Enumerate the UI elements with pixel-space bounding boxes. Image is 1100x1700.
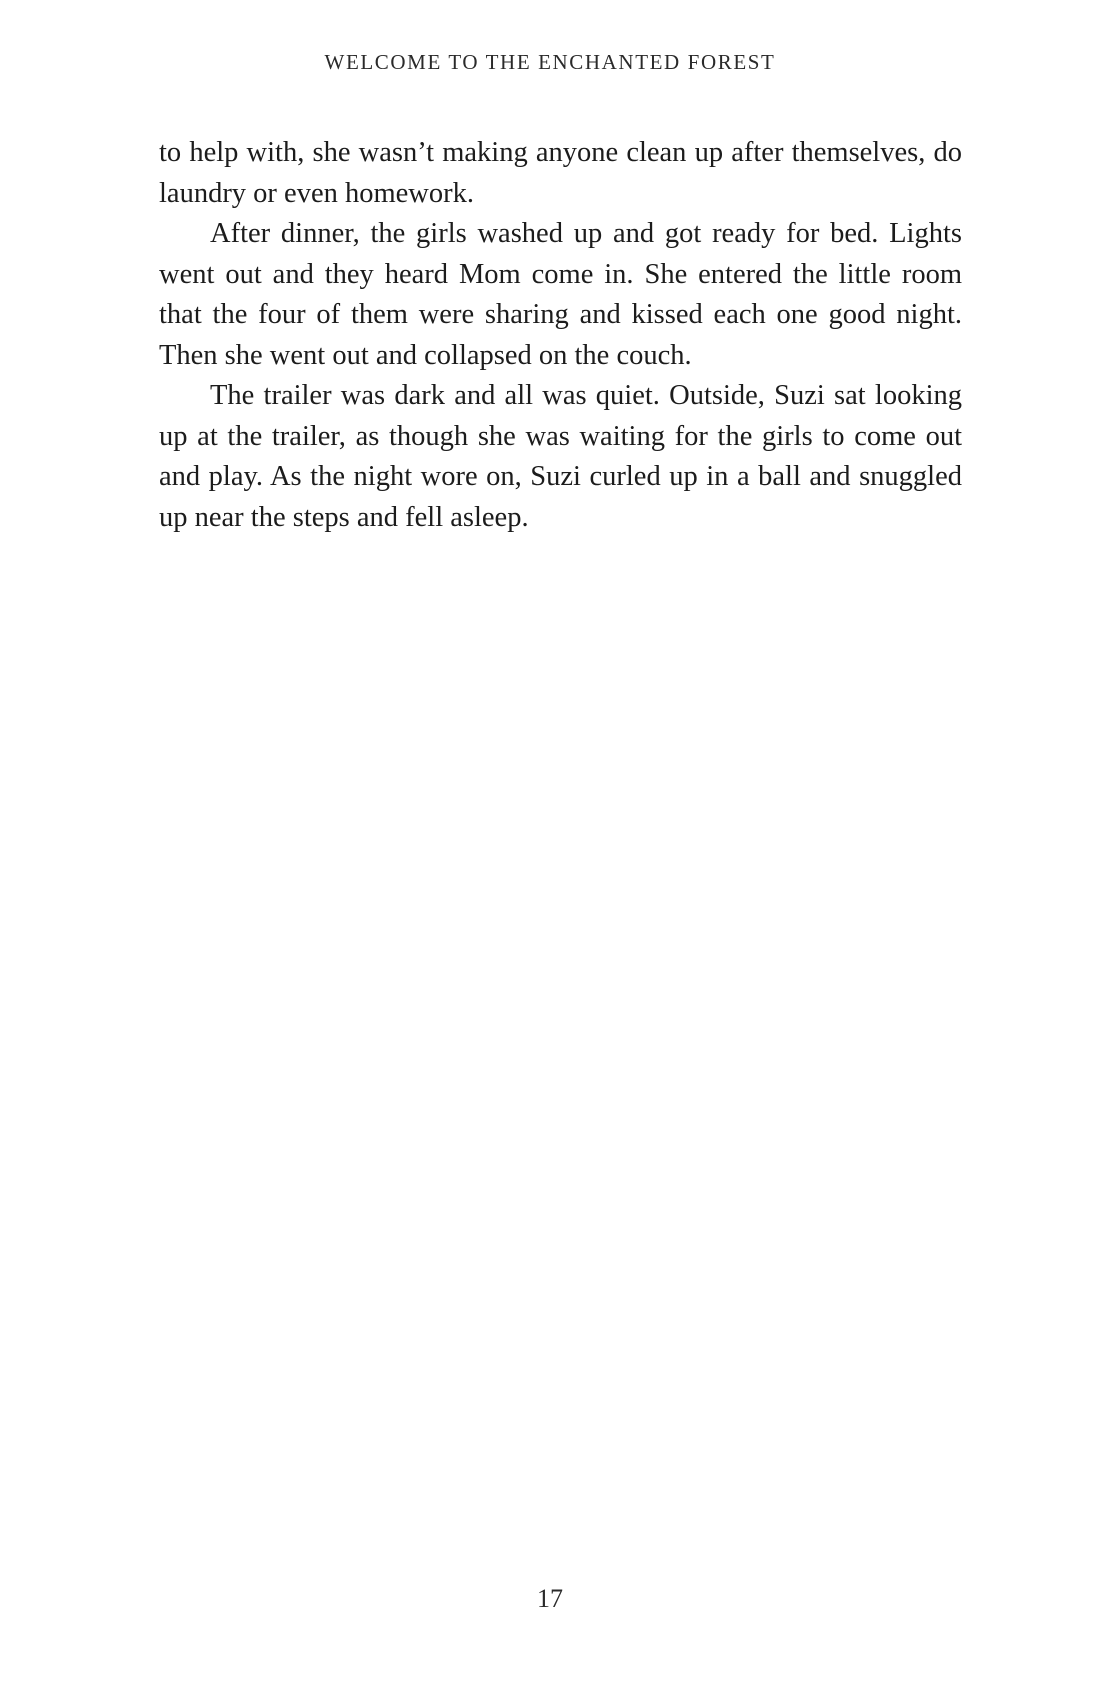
body-text: [159, 133, 962, 538]
paragraph-trailer-dark: The trailer was dark and all was quiet. Outside, Suzi sat looking up at the trailer, as though she was waiting for the girls to come out and play. As the night wore on, Suzi curled up in a ball and snuggled up near the steps and fell asleep.: [159, 380, 962, 533]
page-number: 17: [537, 1584, 563, 1613]
running-head: WELCOME TO THE ENCHANTED FOREST: [324, 50, 776, 74]
paragraph-continued: to help with, she wasn’t making anyone clean up after themselves, do laundry or even homework.: [159, 137, 962, 209]
paragraph-after-dinner: After dinner, the girls washed up and got ready for bed. Lights went out and they heard Mom come in. She entered the little room that the four of them were sharing and kissed each one good night. Then she went out and collapsed on the couch.: [159, 218, 962, 371]
